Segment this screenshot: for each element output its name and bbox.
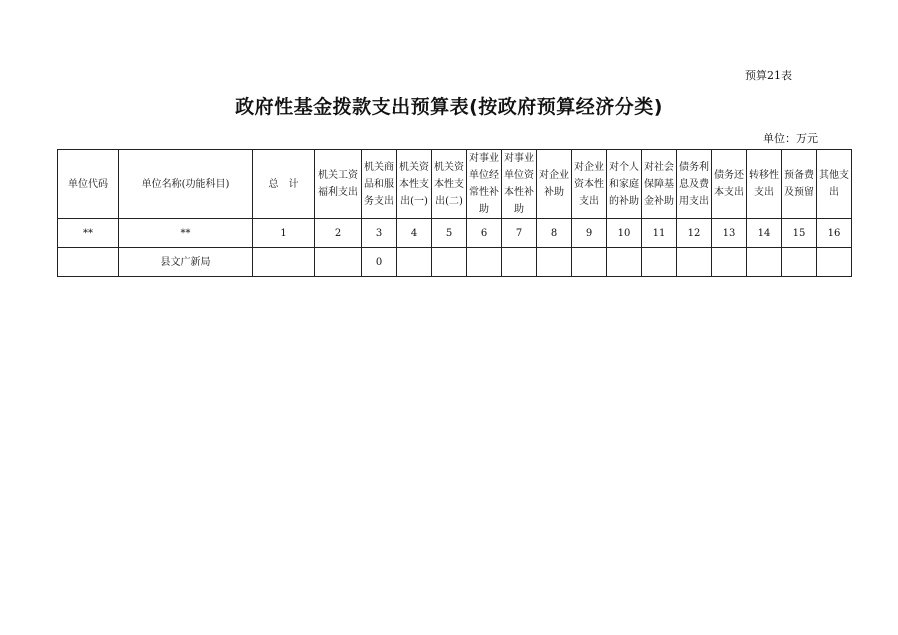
column-header-line: 对事业 (504, 153, 534, 164)
table-cell (607, 248, 642, 277)
index-cell: ** (119, 219, 253, 248)
column-header-line: 助 (514, 204, 524, 215)
index-cell: 13 (712, 219, 747, 248)
table-cell (817, 248, 852, 277)
column-header-line: 其他支 (819, 170, 849, 181)
header-row (58, 150, 852, 219)
column-header-line: 支出 (579, 195, 599, 207)
column-header-line: 及预留 (784, 187, 814, 198)
column-header-line: 机关资 (434, 161, 464, 173)
column-header-line: 机关资 (399, 161, 429, 173)
column-header-line: 的补助 (609, 195, 639, 207)
index-cell: 10 (607, 219, 642, 248)
unit-label: 单位：万元 (763, 132, 818, 145)
column-header (817, 150, 852, 219)
column-header-line: 本性支 (399, 178, 429, 190)
column-header-line: 债务利 (679, 161, 709, 173)
column-header-line: 本支出 (714, 187, 744, 198)
index-cell: 1 (253, 219, 315, 248)
column-header-line: 转移性 (749, 170, 779, 181)
column-header-line: 单位代码 (68, 178, 108, 190)
page-title: 政府性基金拨款支出预算表(按政府预算经济分类) (235, 96, 663, 118)
column-header-line: 出(二) (435, 195, 463, 207)
column-header-line: 债务还 (714, 170, 744, 181)
index-cell: 11 (642, 219, 677, 248)
index-cell: 12 (677, 219, 712, 248)
column-header (537, 150, 572, 219)
column-header-line: 支出 (754, 187, 774, 198)
column-header-line: 品和服 (364, 178, 394, 190)
column-header (502, 150, 537, 219)
column-header (572, 150, 607, 219)
table-cell (782, 248, 817, 277)
column-header-line: 总 计 (268, 178, 299, 190)
index-cell: 3 (362, 219, 397, 248)
column-header (58, 150, 119, 219)
column-header-line: 对事业 (469, 153, 499, 164)
index-cell: ** (58, 219, 119, 248)
column-header-line: 单位名称(功能科目) (141, 178, 230, 190)
budget-table (57, 149, 852, 277)
index-row (58, 219, 852, 248)
column-header-line: 出(一) (400, 195, 428, 207)
column-header-line: 单位经 (469, 170, 499, 181)
column-header (747, 150, 782, 219)
table-cell (315, 248, 362, 277)
index-cell: 9 (572, 219, 607, 248)
table-number: 预算21表 (745, 69, 792, 82)
column-header (397, 150, 432, 219)
column-header-line: 保障基 (644, 178, 674, 190)
column-header-line: 福利支出 (318, 187, 358, 198)
table-cell (432, 248, 467, 277)
column-header (642, 150, 677, 219)
column-header-line: 常性补 (469, 187, 499, 198)
column-header-line: 本性补 (504, 187, 534, 198)
column-header (677, 150, 712, 219)
index-cell: 6 (467, 219, 502, 248)
column-header (253, 150, 315, 219)
index-cell: 5 (432, 219, 467, 248)
table-cell (58, 248, 119, 277)
index-cell: 2 (315, 219, 362, 248)
table-cell (397, 248, 432, 277)
table-cell (537, 248, 572, 277)
column-header (712, 150, 747, 219)
column-header (432, 150, 467, 219)
table-cell (253, 248, 315, 277)
table-row (58, 248, 852, 277)
index-cell: 7 (502, 219, 537, 248)
column-header-line: 预备费 (784, 170, 814, 181)
column-header-line: 机关商 (364, 161, 394, 173)
index-cell: 4 (397, 219, 432, 248)
table-cell: 县文广新局 (119, 248, 253, 277)
index-cell: 14 (747, 219, 782, 248)
column-header (782, 150, 817, 219)
column-header-line: 资本性 (574, 178, 604, 190)
column-header (607, 150, 642, 219)
table-cell (502, 248, 537, 277)
table-cell (572, 248, 607, 277)
column-header-line: 本性支 (434, 178, 464, 190)
table-cell (747, 248, 782, 277)
column-header-line: 务支出 (364, 195, 394, 207)
column-header-line: 补助 (544, 187, 564, 198)
column-header-line: 单位资 (504, 170, 534, 181)
index-cell: 8 (537, 219, 572, 248)
index-cell: 15 (782, 219, 817, 248)
table-cell (677, 248, 712, 277)
column-header-line: 对企业 (574, 161, 604, 173)
column-header-line: 对个人 (609, 161, 639, 173)
column-header-line: 对社会 (644, 161, 674, 173)
column-header (119, 150, 253, 219)
table-cell: 0 (362, 248, 397, 277)
column-header-line: 助 (479, 204, 489, 215)
index-cell: 16 (817, 219, 852, 248)
column-header-line: 机关工资 (318, 170, 358, 181)
column-header-line: 对企业 (539, 170, 569, 181)
column-header-line: 息及费 (679, 178, 709, 190)
table-cell (712, 248, 747, 277)
column-header-line: 用支出 (679, 195, 709, 207)
column-header-line: 和家庭 (609, 178, 639, 190)
column-header (315, 150, 362, 219)
table-cell (467, 248, 502, 277)
column-header (362, 150, 397, 219)
table-cell (642, 248, 677, 277)
column-header-line: 出 (829, 187, 839, 198)
column-header (467, 150, 502, 219)
column-header-line: 金补助 (644, 195, 674, 207)
